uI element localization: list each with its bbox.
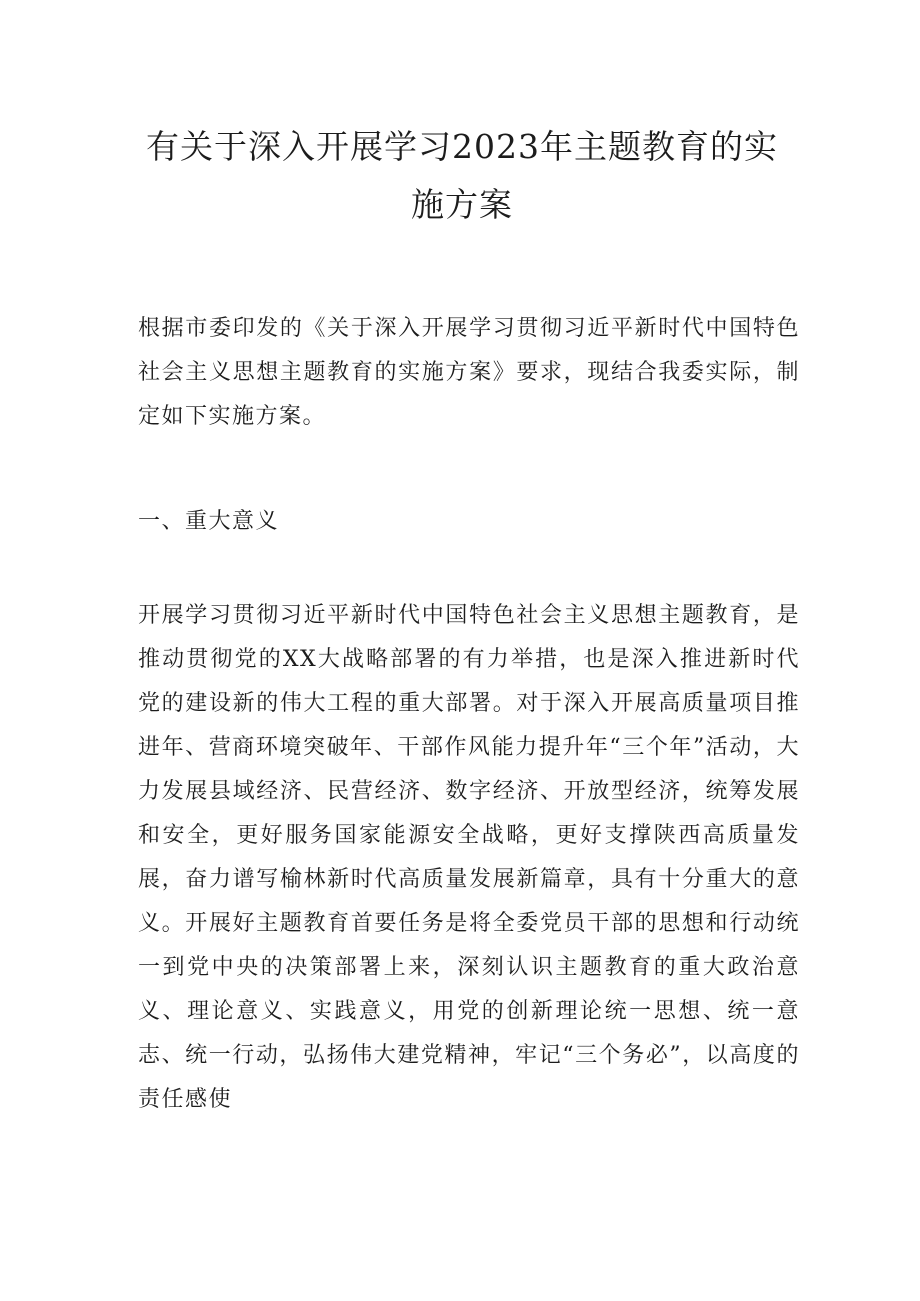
section-body-paragraph: 开展学习贯彻习近平新时代中国特色社会主义思想主题教育，是推动贯彻党的XX大战略部署的有力举措，也是深入推进新时代党的建设新的伟大工程的重大部署。对于深入开展高质量项目推进年、营商环境突破年、干部作风能力提升年“三个年”活动，大力发展县域经济、民营经济、数字经济、开放型经济，统筹发展和安全，更好服务国家能源安全战略，更好支撑陕西高质量发展，奋力谱写榆林新时代高质量发展新篇章，具有十分重大的意义。开展好主题教育首要任务是将全委党员干部的思想和行动统一到党中央的决策部署上来，深刻认识主题教育的重大政治意义、理论意义、实践意义，用党的创新理论统一思想、统一意志、统一行动，弘扬伟大建党精神，牢记“三个务必”，以高度的责任感使 [138, 603, 800, 1112]
document-title: 有关于深入开展学习2023年主题教育的实施方案 [146, 127, 778, 224]
section-heading: 一、重大意义 [138, 509, 280, 534]
intro-paragraph: 根据市委印发的《关于深入开展学习贯彻习近平新时代中国特色社会主义思想主题教育的实施方案》要求，现结合我委实际，制定如下实施方案。 [138, 316, 800, 429]
